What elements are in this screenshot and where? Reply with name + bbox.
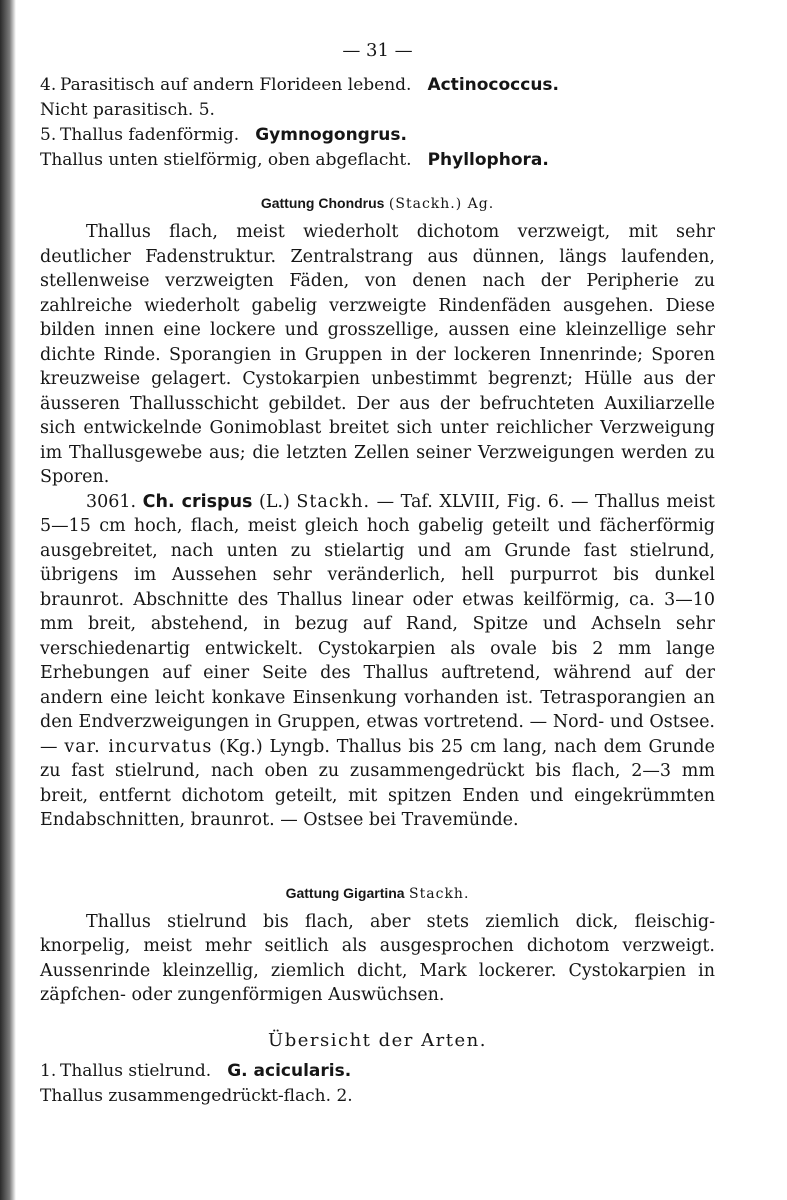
key-line: Thallus zusammengedrückt-flach. 2.: [40, 1085, 353, 1106]
genus-heading-gigartina: Gattung Gigartina Stackh.: [285, 884, 470, 902]
species-name: Ch. crispus: [142, 491, 253, 512]
key-line: Nicht parasitisch. 5.: [40, 100, 215, 120]
gigartina-description: Thallus stielrund bis flach, aber stets ziemlich dick, fleischig-knorpelig, meist mehr seitlich als ausgesprochen dichotom verzweigt. Aussenrinde kleinzellig, ziemlich dicht, Mark lockerer. Cystokarpien in zäpfchen- oder zungenförmigen Auswüchsen.: [40, 911, 715, 1005]
key-line: 5. Thallus fadenförmig. Gymnogongrus.: [40, 125, 407, 145]
page-number: — 31 —: [342, 40, 413, 61]
key-line: 4. Parasitisch auf andern Florideen lebend. Actinococcus.: [40, 75, 560, 95]
genus-heading-chondrus: Gattung Chondrus (Stackh.) Ag.: [260, 195, 495, 212]
key-section-top: [40, 73, 715, 173]
genus-name: Phyllophora.: [427, 150, 549, 170]
species-entry-crispus: 3061. Ch. crispus (L.) Stackh. — Taf. XLVIII, Fig. 6. — Thallus meist 5—15 cm hoch, flach, meist gleich hoch gabelig geteilt und fächerförmig ausgebreitet, nach unten zu stielartig und am Grunde fast stielrund, übrigens im Aussehen sehr veränderlich, hell purpurrot bis dunkel braunrot. Abschnitte des Thallus linear oder etwas keilförmig, ca. 3—10 mm breit, abstehend, in bezug auf Rand, Spitze und Achseln sehr verschiedenartig entwickelt. Cystokarpien als ovale bis 2 mm lange Erhebungen auf einer Seite des Thallus auftretend, während auf der andern eine leicht konkave Einsenkung vorhanden ist. Tetrasporangien an den Endverzweigungen in Gruppen, etwas vortretend. — Nord- und Ostsee. — var. incurvatus (Kg.) Lyngb. Thallus bis 25 cm lang, nach dem Grunde zu fast stielrund, nach oben zu zusammengedrückt bis flach, 2—3 mm breit, entfernt dichotom geteilt, mit spitzen Enden und eingekrümmten Endabschnitten, braunrot. — Ostsee bei Travemünde.: [40, 491, 715, 830]
species-number: 3061.: [86, 491, 137, 512]
overview-title: Übersicht der Arten.: [268, 1029, 487, 1051]
page-edge-shadow: [0, 0, 16, 1200]
genus-name: Gymnogongrus.: [255, 125, 407, 145]
key-line: Thallus unten stielförmig, oben abgeflacht. Phyllophora.: [40, 150, 549, 170]
book-page: [40, 40, 715, 1109]
key-section-bottom: [40, 1059, 715, 1109]
chondrus-description: Thallus flach, meist wiederholt dichotom verzweigt, mit sehr deutlicher Fadenstruktur. Zentralstrang aus dünnen, längs laufenden, stellenweise verzweigten Fäden, von denen nach der Peripherie zu zahlreiche wiederholt gabelig verzweigte Rindenfäden ausgehen. Diese bilden innen eine lockere und grosszellige, aussen eine kleinzellige sehr dichte Rinde. Sporangien in Gruppen in der lockeren Innenrinde; Sporen kreuzweise gelagert. Cystokarpien unbestimmt begrenzt; Hülle aus der äusseren Thallusschicht gebildet. Der aus der befruchteten Auxiliarzelle sich entwickelnde Gonimoblast breitet sich unter reichlicher Verzweigung im Thallusgewebe aus; die letzten Zellen seiner Verzweigungen werden zu Sporen.: [40, 222, 715, 487]
key-line: 1. Thallus stielrund. G. acicularis.: [40, 1060, 352, 1081]
genus-name: Actinococcus.: [427, 75, 560, 95]
genus-name: G. acicularis.: [227, 1060, 352, 1081]
variety-name: var. incurvatus: [64, 736, 213, 757]
